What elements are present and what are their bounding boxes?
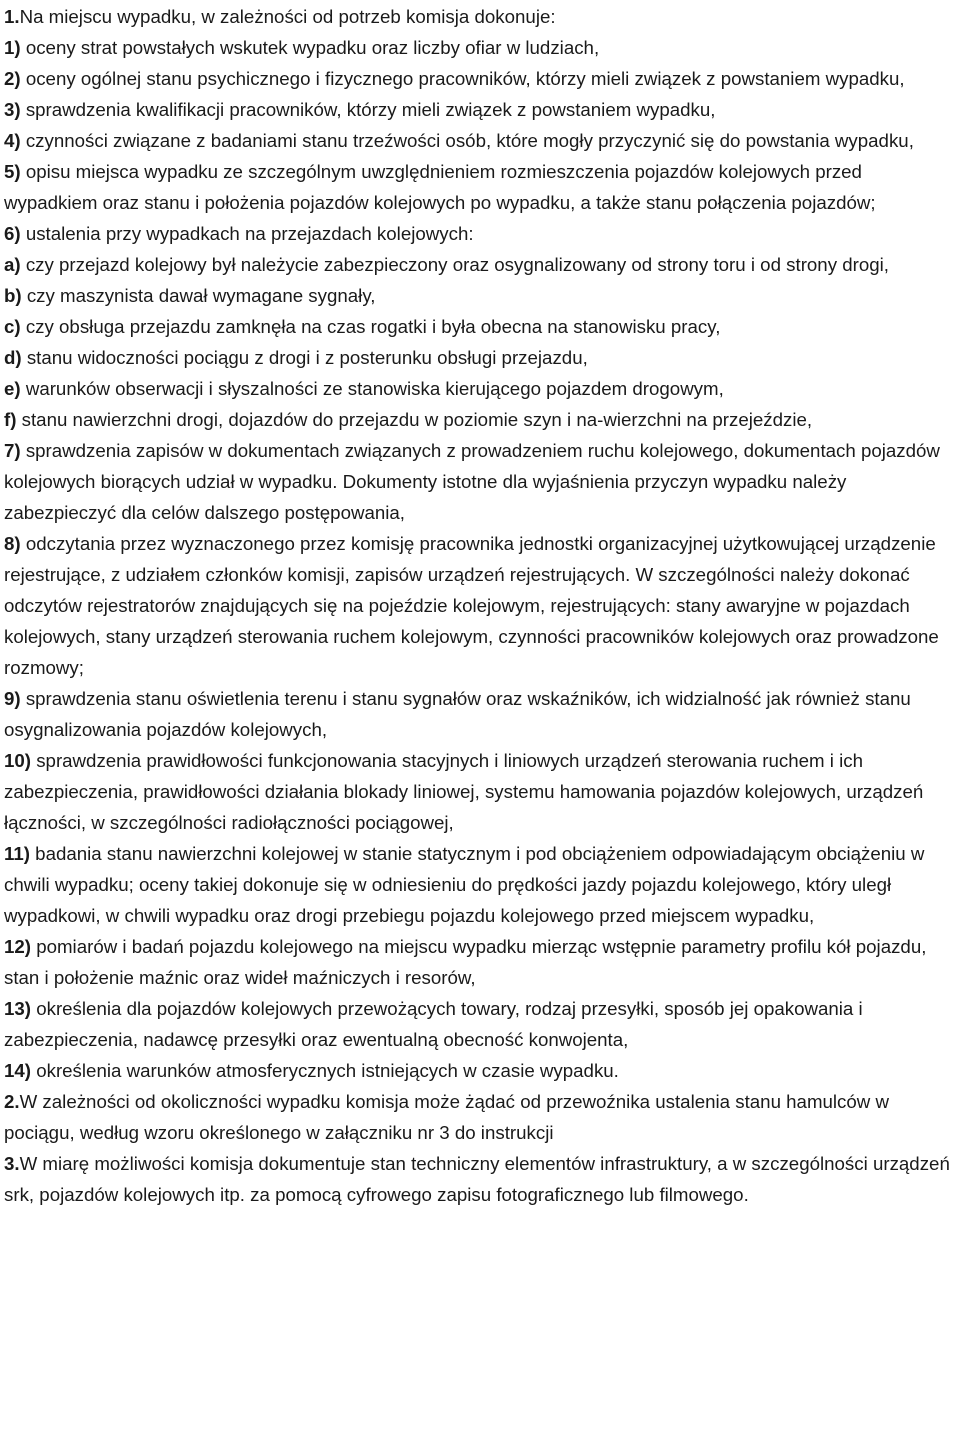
paragraph-number: c) [4,316,21,337]
document-paragraph [4,745,956,838]
document-body [4,0,956,1210]
paragraph-text: W zależności od okoliczności wypadku komisja może żądać od przewoźnika ustalenia stanu hamulców w pociągu, według wzoru określonego w załączniku nr 3 do instrukcji [4,1091,889,1143]
document-paragraph [4,528,956,683]
paragraph-text: Na miejscu wypadku, w zależności od potrzeb komisja dokonuje: [19,6,556,27]
document-paragraph [4,838,956,931]
paragraph-number: 1. [4,6,20,27]
document-paragraph [4,1,956,32]
paragraph-number: 3) [4,99,21,120]
document-paragraph [4,993,956,1055]
document-paragraph [4,404,956,435]
paragraph-number: 11) [4,843,30,864]
paragraph-text: opisu miejsca wypadku ze szczególnym uwzględnieniem rozmieszczenia pojazdów kolejowych przed wypadkiem oraz stanu i położenia pojazdów kolejowych po wypadku, a także stanu połączenia pojazdów; [4,161,876,213]
paragraph-text: pomiarów i badań pojazdu kolejowego na miejscu wypadku mierząc wstępnie parametry profilu kół pojazdu, stan i położenie maźnic oraz wideł maźniczych i resorów, [4,936,927,988]
paragraph-number: 13) [4,998,32,1019]
paragraph-text: sprawdzenia prawidłowości funkcjonowania stacyjnych i liniowych urządzeń sterowania ruchem i ich zabezpieczenia, prawidłowości działania blokady liniowej, systemu hamowania pojazdów kolejowych, urządzeń łączności, w szczególności radiołączności pociągowej, [4,750,924,833]
document-paragraph [4,63,956,94]
document-paragraph [4,1148,956,1210]
document-paragraph [4,218,956,249]
paragraph-number: 2. [4,1091,20,1112]
paragraph-text: czynności związane z badaniami stanu trzeźwości osób, które mogły przyczynić się do powstania wypadku, [20,130,914,151]
paragraph-number: e) [4,378,21,399]
paragraph-text: oceny ogólnej stanu psychicznego i fizycznego pracowników, którzy mieli związek z powstaniem wypadku, [20,68,905,89]
paragraph-text: stanu nawierzchni drogi, dojazdów do przejazdu w poziomie szyn i na-wierzchni na przejeździe, [16,409,813,430]
paragraph-text: określenia dla pojazdów kolejowych przewożących towary, rodzaj przesyłki, sposób jej opakowania i zabezpieczenia, nadawcę przesyłki oraz ewentualną obecność konwojenta, [4,998,863,1050]
document-paragraph [4,32,956,63]
document-paragraph [4,931,956,993]
document-paragraph [4,249,956,280]
paragraph-text: czy przejazd kolejowy był należycie zabezpieczony oraz osygnalizowany od strony toru i od strony drogi, [20,254,889,275]
document-paragraph [4,1086,956,1148]
paragraph-number: 8) [4,533,21,554]
paragraph-text: czy maszynista dawał wymagane sygnały, [21,285,376,306]
document-paragraph [4,311,956,342]
paragraph-number: 3. [4,1153,20,1174]
paragraph-number: 2) [4,68,21,89]
document-paragraph [4,156,956,218]
paragraph-number: 1) [4,37,21,58]
paragraph-text: odczytania przez wyznaczonego przez komisję pracownika jednostki organizacyjnej użytkowującej urządzenie rejestrujące, z udziałem członków komisji, zapisów urządzeń rejestrujących. W szczególności należy dokonać odczytów rejestratorów znajdujących się na pojeździe kolejowym, rejestrujących: stany awaryjne w pojazdach kolejowych, stany urządzeń sterowania ruchem kolejowym, czynności pracowników kolejowych oraz prowadzone rozmowy; [4,533,939,678]
paragraph-text: warunków obserwacji i słyszalności ze stanowiska kierującego pojazdem drogowym, [20,378,724,399]
paragraph-number: d) [4,347,22,368]
document-paragraph [4,435,956,528]
document-paragraph [4,1055,956,1086]
paragraph-number: 6) [4,223,21,244]
paragraph-number: f) [4,409,17,430]
paragraph-text: czy obsługa przejazdu zamknęła na czas rogatki i była obecna na stanowisku pracy, [20,316,721,337]
document-paragraph [4,342,956,373]
paragraph-number: 10) [4,750,32,771]
paragraph-number: b) [4,285,22,306]
paragraph-text: sprawdzenia kwalifikacji pracowników, którzy mieli związek z powstaniem wypadku, [20,99,716,120]
document-paragraph [4,94,956,125]
paragraph-text: ustalenia przy wypadkach na przejazdach kolejowych: [20,223,474,244]
paragraph-number: 14) [4,1060,32,1081]
paragraph-text: sprawdzenia stanu oświetlenia terenu i stanu sygnałów oraz wskaźników, ich widzialność jak również stanu osygnalizowania pojazdów kolejowych, [4,688,911,740]
document-paragraph [4,280,956,311]
paragraph-number: 4) [4,130,21,151]
paragraph-text: W miarę możliwości komisja dokumentuje stan techniczny elementów infrastruktury, a w szczególności urządzeń srk, pojazdów kolejowych itp. za pomocą cyfrowego zapisu fotograficznego lub filmowego. [4,1153,950,1205]
paragraph-number: 7) [4,440,21,461]
paragraph-number: 9) [4,688,21,709]
paragraph-text: określenia warunków atmosferycznych istniejących w czasie wypadku. [31,1060,619,1081]
paragraph-text: oceny strat powstałych wskutek wypadku oraz liczby ofiar w ludziach, [20,37,600,58]
paragraph-text: badania stanu nawierzchni kolejowej w stanie statycznym i pod obciążeniem odpowiadającym obciążeniu w chwili wypadku; oceny takiej dokonuje się w odniesieniu do prędkości jazdy pojazdu kolejowego, który uległ wypadkowi, w chwili wypadku oraz drogi przebiegu pojazdu kolejowego przed miejscem wypadku, [4,843,925,926]
paragraph-text: stanu widoczności pociągu z drogi i z posterunku obsługi przejazdu, [21,347,588,368]
document-paragraph [4,125,956,156]
paragraph-number: 12) [4,936,32,957]
document-paragraph [4,373,956,404]
document-paragraph [4,683,956,745]
paragraph-number: 5) [4,161,21,182]
paragraph-number: a) [4,254,21,275]
paragraph-text: sprawdzenia zapisów w dokumentach związanych z prowadzeniem ruchu kolejowego, dokumentach pojazdów kolejowych biorących udział w wypadku. Dokumenty istotne dla wyjaśnienia przyczyn wypadku należy zabezpieczyć dla celów dalszego postępowania, [4,440,940,523]
